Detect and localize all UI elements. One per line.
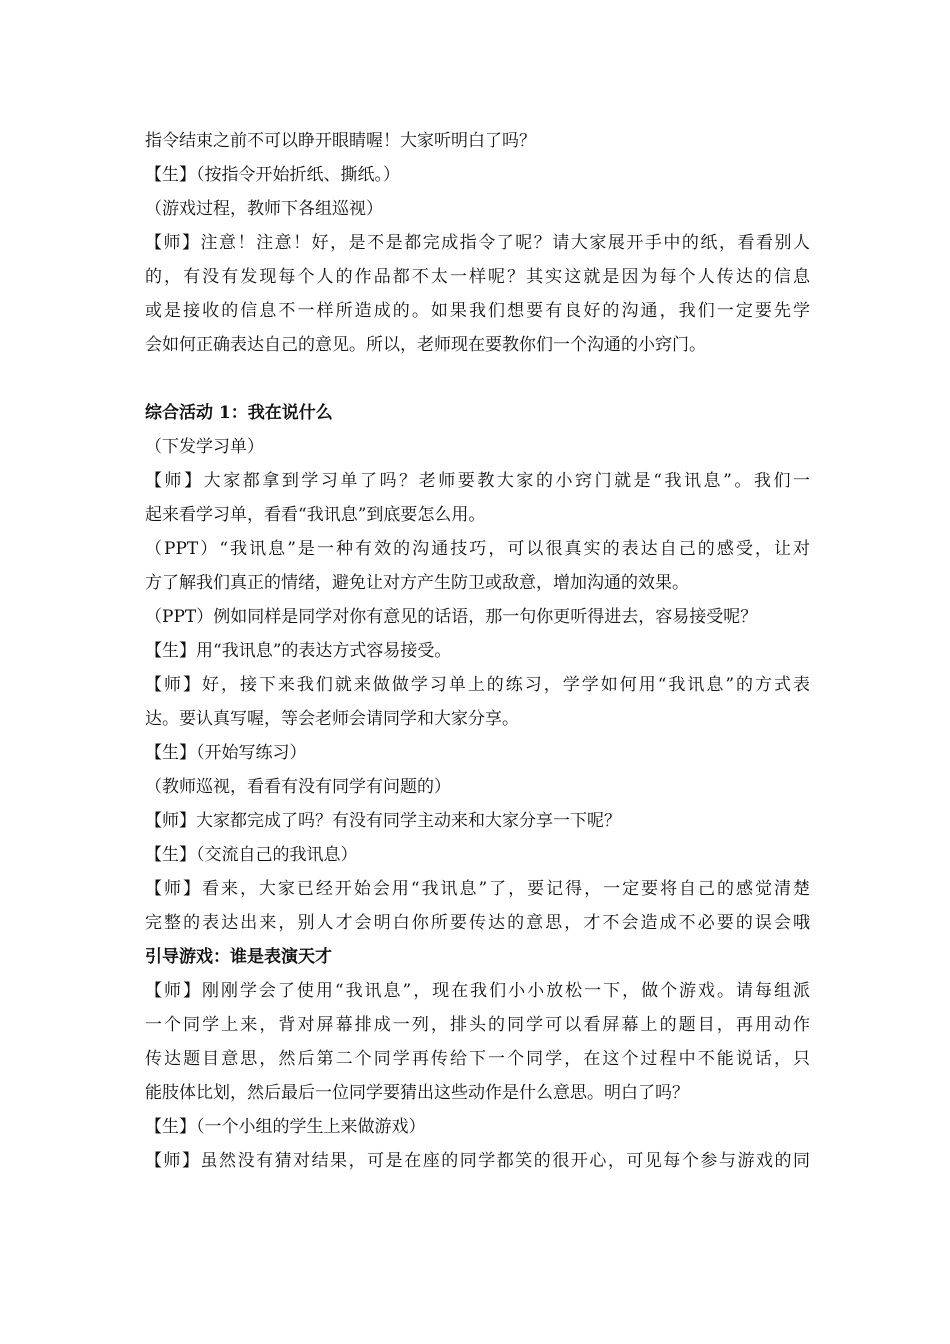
- text-line: （下发学习单）: [145, 437, 264, 457]
- text-line: 【生】（按指令开始折纸、撕纸。）: [145, 165, 400, 185]
- text-line: （教师巡视，看看有没有同学有问题的）: [145, 777, 451, 797]
- text-line: 达。要认真写喔，等会老师会请同学和大家分享。: [145, 709, 519, 729]
- text-line: （PPT）“我讯息”是一种有效的沟通技巧，可以很真实的表达自己的感受，让对: [145, 539, 810, 559]
- text-line: 【师】虽然没有猜对结果，可是在座的同学都笑的很开心，可见每个参与游戏的同: [145, 1151, 810, 1171]
- text-line: 传达题目意思，然后第二个同学再传给下一个同学，在这个过程中不能说话，只: [145, 1049, 810, 1069]
- text-line: 能肢体比划，然后最后一位同学要猜出这些动作是什么意思。明白了吗？: [145, 1083, 689, 1103]
- text-line: 的，有没有发现每个人的作品都不太一样呢？其实这就是因为每个人传达的信息: [145, 267, 810, 287]
- text-line: 会如何正确表达自己的意见。所以，老师现在要教你们一个沟通的小窍门。: [145, 335, 706, 355]
- text-line: 一个同学上来，背对屏幕排成一列，排头的同学可以看屏幕上的题目，再用动作: [145, 1015, 810, 1035]
- blank-line: [145, 362, 810, 396]
- text-line: 【师】看来，大家已经开始会用“我讯息”了，要记得，一定要将自己的感觉清楚: [145, 879, 810, 899]
- text-line: 【师】刚刚学会了使用“我讯息”，现在我们小小放松一下，做个游戏。请每组派: [145, 981, 810, 1001]
- text-line: （游戏过程，教师下各组巡视）: [145, 199, 383, 219]
- text-line: 【师】大家都完成了吗？有没有同学主动来和大家分享一下呢？: [145, 811, 621, 831]
- text-line: 指令结束之前不可以睁开眼睛喔！大家听明白了吗？: [145, 131, 536, 151]
- text-line: （PPT）例如同样是同学对你有意见的话语，那一句你更听得进去，容易接受呢？: [145, 607, 758, 627]
- text-line: 【生】（交流自己的我讯息）: [145, 845, 358, 865]
- document-page: [145, 124, 810, 1178]
- section-heading: 引导游戏：谁是表演天才: [145, 947, 332, 967]
- text-line: 完整的表达出来，别人才会明白你所要传达的意思，才不会造成不必要的误会哦: [145, 913, 810, 933]
- text-line: 方了解我们真正的情绪，避免让对方产生防卫或敌意，增加沟通的效果。: [145, 573, 689, 593]
- text-line: 【生】（开始写练习）: [145, 743, 307, 763]
- text-line: 【师】注意！注意！好，是不是都完成指令了呢？请大家展开手中的纸，看看别人: [145, 233, 810, 253]
- section-heading: 综合活动 1：我在说什么: [145, 403, 333, 423]
- text-line: 或是接收的信息不一样所造成的。如果我们想要有良好的沟通，我们一定要先学: [145, 301, 810, 321]
- text-line: 【生】（一个小组的学生上来做游戏）: [145, 1117, 426, 1137]
- text-line: 【师】好，接下来我们就来做做学习单上的练习，学学如何用“我讯息”的方式表: [145, 675, 810, 695]
- text-line: 【师】大家都拿到学习单了吗？老师要教大家的小窍门就是“我讯息”。我们一: [145, 471, 810, 491]
- text-line: 起来看学习单，看看“我讯息”到底要怎么用。: [145, 505, 486, 525]
- text-line: 【生】用“我讯息”的表达方式容易接受。: [145, 641, 452, 661]
